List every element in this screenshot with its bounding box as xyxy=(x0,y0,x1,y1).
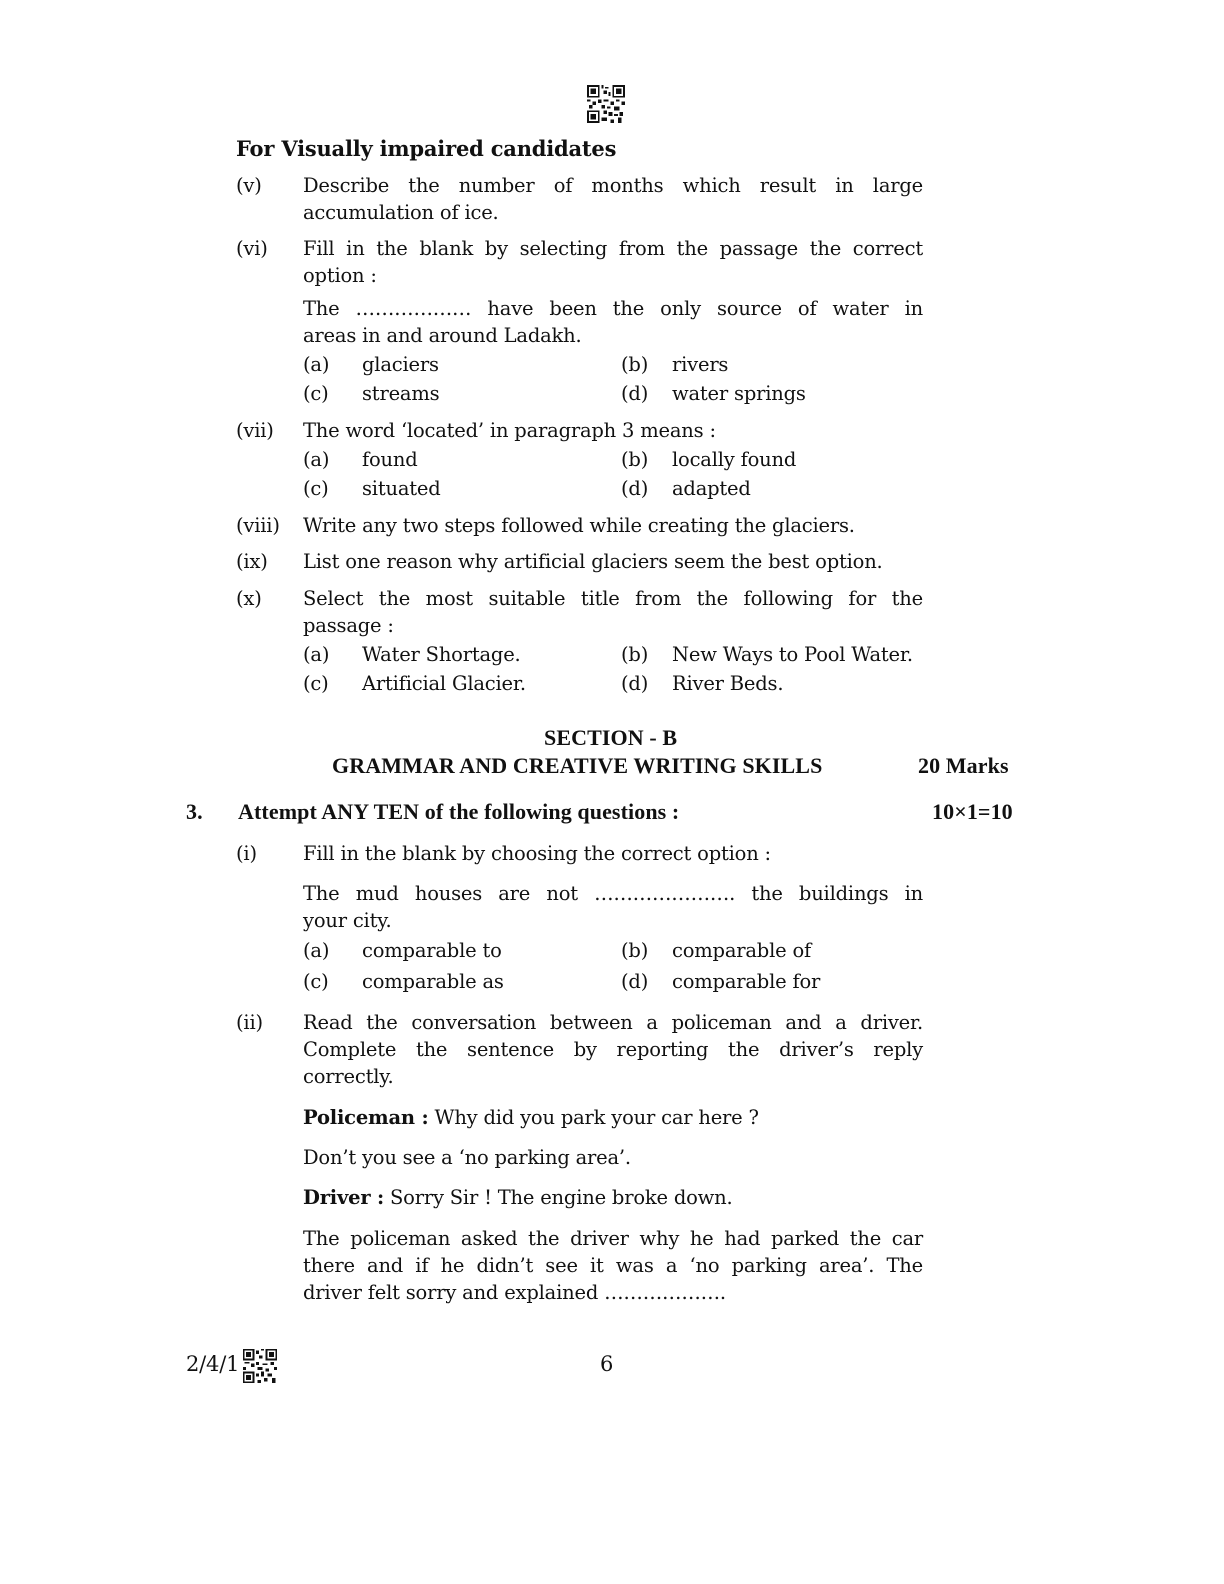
dialogue-line xyxy=(303,1184,733,1211)
question-text: correctly. xyxy=(303,1065,394,1088)
option-text: found xyxy=(362,448,418,471)
question-number: (x) xyxy=(236,587,262,610)
option-label: (a) xyxy=(303,643,330,666)
option-label: (b) xyxy=(621,643,649,666)
question-text: Read the conversation between a policeman and a driver. xyxy=(303,1011,923,1034)
option-label: (d) xyxy=(621,672,649,695)
question-number: (ix) xyxy=(236,550,268,573)
section-title: SECTION - B xyxy=(544,725,678,750)
dialogue-speaker: Driver : xyxy=(303,1186,384,1209)
option-label: (b) xyxy=(621,939,649,962)
option-text: locally found xyxy=(672,448,797,471)
question-marks: 10×1=10 xyxy=(932,799,1013,824)
question-text: option : xyxy=(303,264,377,287)
question-stem: The mud houses are not …………………. the buildings in xyxy=(303,882,923,905)
option-text: streams xyxy=(362,382,440,405)
question-text: Select the most suitable title from the following for the xyxy=(303,587,923,610)
option-label: (c) xyxy=(303,477,329,500)
option-label: (a) xyxy=(303,939,330,962)
dialogue-line xyxy=(303,1144,631,1171)
question-stem: The ……………… have been the only source of water in xyxy=(303,297,923,320)
option-label: (a) xyxy=(303,353,330,376)
question-text: Describe the number of months which result in large xyxy=(303,174,923,197)
option-label: (c) xyxy=(303,382,329,405)
dialogue-text: Why did you park your car here ? xyxy=(428,1106,759,1129)
qr-code-icon xyxy=(587,85,625,123)
reported-speech: there and if he didn’t see it was a ‘no parking area’. The xyxy=(303,1254,923,1277)
option-text: situated xyxy=(362,477,441,500)
section-subtitle: GRAMMAR AND CREATIVE WRITING SKILLS xyxy=(332,753,823,778)
dialogue-speaker: Policeman : xyxy=(303,1106,429,1129)
question-number: (vi) xyxy=(236,237,268,260)
option-text: New Ways to Pool Water. xyxy=(672,643,913,666)
option-text: water springs xyxy=(672,382,806,405)
dialogue-text: Don’t you see a ‘no parking area’. xyxy=(303,1146,631,1169)
option-text: comparable to xyxy=(362,939,502,962)
dialogue-line xyxy=(303,1104,759,1131)
option-text: comparable as xyxy=(362,970,504,993)
question-text: accumulation of ice. xyxy=(303,201,499,224)
visually-impaired-heading: For Visually impaired candidates xyxy=(236,136,617,161)
option-label: (d) xyxy=(621,970,649,993)
section-marks: 20 Marks xyxy=(918,753,1009,778)
question-stem: areas in and around Ladakh. xyxy=(303,324,582,347)
question-text: Write any two steps followed while creating the glaciers. xyxy=(303,514,855,537)
question-number: 3. xyxy=(186,799,203,824)
reported-speech: The policeman asked the driver why he had parked the car xyxy=(303,1227,923,1250)
option-label: (d) xyxy=(621,382,649,405)
option-text: rivers xyxy=(672,353,729,376)
option-label: (b) xyxy=(621,448,649,471)
question-text: List one reason why artificial glaciers seem the best option. xyxy=(303,550,883,573)
option-text: Water Shortage. xyxy=(362,643,521,666)
option-text: River Beds. xyxy=(672,672,784,695)
question-number: (v) xyxy=(236,174,262,197)
paper-code: 2/4/1 xyxy=(186,1352,240,1376)
option-text: Artificial Glacier. xyxy=(362,672,526,695)
question-text: Fill in the blank by choosing the correct option : xyxy=(303,842,771,865)
option-text: adapted xyxy=(672,477,751,500)
option-text: comparable of xyxy=(672,939,812,962)
question-number: (viii) xyxy=(236,514,280,537)
option-label: (c) xyxy=(303,970,329,993)
question-text: Fill in the blank by selecting from the passage the correct xyxy=(303,237,923,260)
question-number: (vii) xyxy=(236,419,274,442)
option-label: (c) xyxy=(303,672,329,695)
question-text: Complete the sentence by reporting the driver’s reply xyxy=(303,1038,923,1061)
dialogue-text: Sorry Sir ! The engine broke down. xyxy=(384,1186,733,1209)
qr-code-icon xyxy=(243,1349,277,1383)
page-number: 6 xyxy=(600,1352,614,1376)
reported-speech: driver felt sorry and explained ………………. xyxy=(303,1281,726,1304)
question-stem: your city. xyxy=(303,909,392,932)
option-text: comparable for xyxy=(672,970,821,993)
question-number: (ii) xyxy=(236,1011,263,1034)
question-instruction: Attempt ANY TEN of the following questions : xyxy=(238,799,680,824)
option-label: (a) xyxy=(303,448,330,471)
question-text: The word ‘located’ in paragraph 3 means : xyxy=(303,419,716,442)
option-label: (b) xyxy=(621,353,649,376)
question-text: passage : xyxy=(303,614,394,637)
option-label: (d) xyxy=(621,477,649,500)
option-text: glaciers xyxy=(362,353,439,376)
question-number: (i) xyxy=(236,842,257,865)
